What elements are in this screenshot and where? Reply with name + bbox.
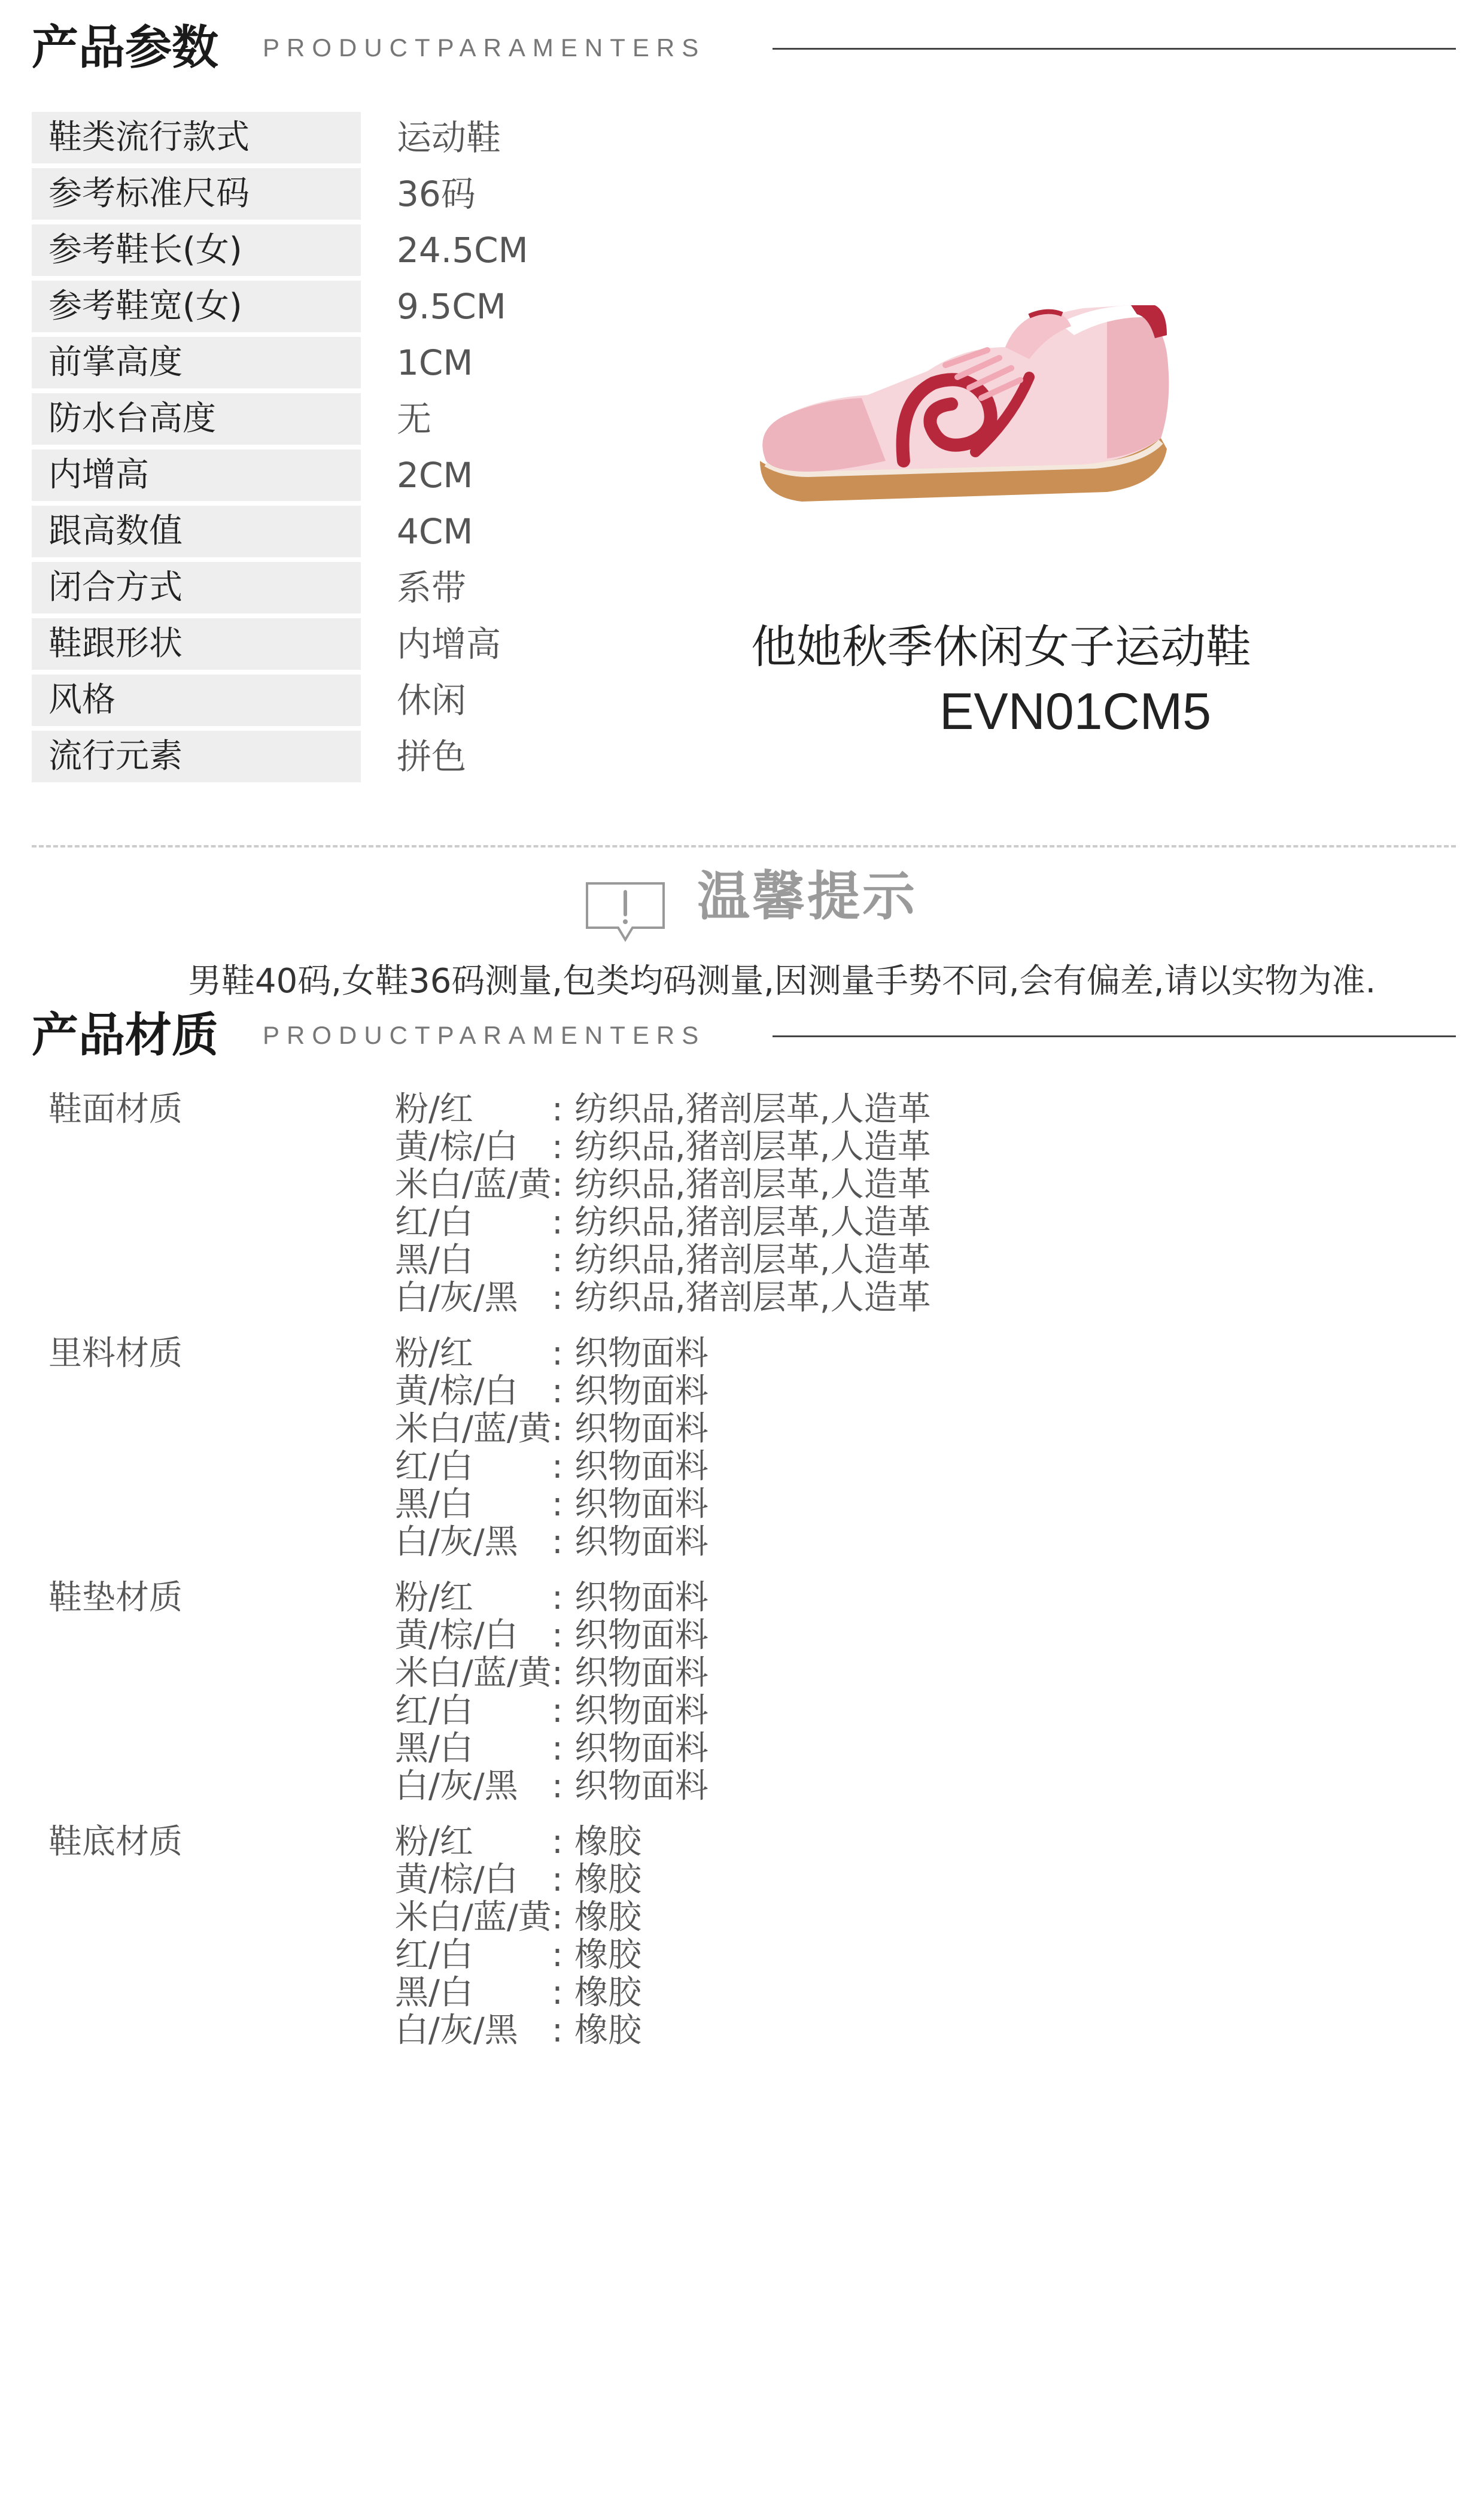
material-value: 织物面料	[574, 1767, 708, 1806]
material-row	[395, 1128, 1113, 1166]
param-value: 拼色	[397, 736, 467, 777]
param-row	[32, 731, 630, 787]
section-title: 产品参数	[32, 21, 219, 75]
colon-separator: :	[552, 1936, 563, 1974]
material-value: 织物面料	[574, 1616, 708, 1655]
colon-separator: :	[552, 1898, 563, 1937]
param-row	[32, 506, 630, 562]
tip-title: 温馨提示	[697, 865, 918, 927]
material-value: 织物面料	[574, 1578, 708, 1617]
section-header-params	[32, 18, 1456, 78]
param-row	[32, 337, 630, 393]
param-row	[32, 168, 630, 224]
param-row	[32, 618, 630, 675]
colon-separator: :	[552, 1128, 563, 1167]
param-label: 防水台高度	[32, 393, 361, 445]
param-value: 24.5CM	[397, 230, 528, 271]
material-rows	[395, 1579, 1113, 1805]
material-value: 织物面料	[574, 1729, 708, 1768]
colon-separator: :	[552, 1523, 563, 1562]
param-value: 休闲	[397, 680, 467, 721]
material-row	[395, 1898, 1113, 1936]
section-subtitle: PRODUCTPARAMENTERS	[263, 1021, 706, 1049]
material-color-variant: 红/白	[395, 1447, 473, 1486]
material-color-variant: 黄/棕/白	[395, 1128, 518, 1167]
colon-separator: :	[552, 1165, 563, 1204]
param-label: 内增高	[32, 449, 361, 501]
param-row	[32, 675, 630, 731]
material-color-variant: 黑/白	[395, 1241, 473, 1280]
material-row	[395, 1486, 1113, 1523]
param-label: 流行元素	[32, 731, 361, 782]
material-row	[395, 1523, 1113, 1561]
material-label: 鞋底材质	[48, 1822, 183, 1861]
colon-separator: :	[552, 1203, 563, 1242]
material-row	[395, 1692, 1113, 1730]
colon-separator: :	[552, 1410, 563, 1448]
param-value: 系带	[397, 567, 467, 608]
param-value: 无	[397, 399, 432, 439]
material-color-variant: 白/灰/黑	[395, 1278, 518, 1317]
material-row	[395, 1974, 1113, 2012]
material-value: 纺织品,猪剖层革,人造革	[574, 1241, 931, 1280]
material-label: 鞋面材质	[48, 1090, 183, 1129]
material-color-variant: 白/灰/黑	[395, 1767, 518, 1806]
material-value: 织物面料	[574, 1372, 708, 1411]
material-row	[395, 1654, 1113, 1692]
material-color-variant: 米白/蓝/黄	[395, 1654, 552, 1693]
colon-separator: :	[552, 1334, 563, 1373]
material-row	[395, 1279, 1113, 1317]
param-label: 前掌高度	[32, 337, 361, 388]
colon-separator: :	[552, 1090, 563, 1129]
material-value: 橡胶	[574, 2011, 641, 2050]
colon-separator: :	[552, 1485, 563, 1524]
param-row	[32, 224, 630, 281]
material-value: 纺织品,猪剖层革,人造革	[574, 1090, 931, 1129]
colon-separator: :	[552, 1616, 563, 1655]
material-row	[395, 1372, 1113, 1410]
param-value: 9.5CM	[397, 286, 506, 327]
material-label: 里料材质	[48, 1334, 183, 1373]
material-color-variant: 粉/红	[395, 1334, 473, 1373]
colon-separator: :	[552, 1729, 563, 1768]
material-value: 纺织品,猪剖层革,人造革	[574, 1165, 931, 1204]
material-color-variant: 白/灰/黑	[395, 2011, 518, 2050]
material-row	[395, 1410, 1113, 1448]
material-value: 纺织品,猪剖层革,人造革	[574, 1203, 931, 1242]
material-color-variant: 红/白	[395, 1203, 473, 1242]
param-value: 运动鞋	[397, 117, 501, 158]
material-row	[395, 1335, 1113, 1372]
material-color-variant: 米白/蓝/黄	[395, 1410, 552, 1448]
param-label: 参考鞋长(女)	[32, 224, 361, 276]
section-divider-line	[773, 1035, 1456, 1037]
material-row	[395, 1241, 1113, 1279]
product-image	[748, 281, 1179, 545]
material-row	[395, 1204, 1113, 1241]
param-value: 2CM	[397, 455, 473, 496]
param-value: 4CM	[397, 511, 473, 552]
dashed-divider	[32, 845, 1456, 847]
material-color-variant: 米白/蓝/黄	[395, 1165, 552, 1204]
material-value: 橡胶	[574, 1898, 641, 1937]
material-color-variant: 红/白	[395, 1691, 473, 1730]
material-value: 橡胶	[574, 1860, 641, 1899]
material-row	[395, 1730, 1113, 1767]
material-color-variant: 米白/蓝/黄	[395, 1898, 552, 1937]
material-value: 织物面料	[574, 1523, 708, 1562]
material-row	[395, 1767, 1113, 1805]
material-value: 纺织品,猪剖层革,人造革	[574, 1128, 931, 1167]
param-value: 1CM	[397, 342, 473, 383]
colon-separator: :	[552, 1447, 563, 1486]
param-label: 鞋跟形状	[32, 618, 361, 670]
material-row	[395, 1617, 1113, 1654]
section-divider-line	[773, 48, 1456, 50]
material-value: 织物面料	[574, 1654, 708, 1693]
material-value: 织物面料	[574, 1485, 708, 1524]
material-rows	[395, 1090, 1113, 1317]
params-table	[32, 112, 630, 787]
material-row	[395, 1166, 1113, 1204]
section-title: 产品材质	[32, 1008, 219, 1062]
material-color-variant: 黑/白	[395, 1973, 473, 2012]
material-value: 纺织品,猪剖层革,人造革	[574, 1278, 931, 1317]
colon-separator: :	[552, 2011, 563, 2050]
material-color-variant: 粉/红	[395, 1578, 473, 1617]
material-row	[395, 2012, 1113, 2049]
param-label: 参考标准尺码	[32, 168, 361, 220]
param-label: 参考鞋宽(女)	[32, 281, 361, 332]
product-name: 他她秋季休闲女子运动鞋	[751, 620, 1251, 673]
material-row	[395, 1579, 1113, 1617]
material-rows	[395, 1335, 1113, 1561]
material-value: 织物面料	[574, 1334, 708, 1373]
material-value: 橡胶	[574, 1973, 641, 2012]
material-color-variant: 粉/红	[395, 1090, 473, 1129]
material-value: 织物面料	[574, 1410, 708, 1448]
product-code: EVN01CM5	[939, 683, 1212, 740]
tip-text: 男鞋40码,女鞋36码测量,包类均码测量,因测量手势不同,会有偏差,请以实物为准.	[188, 962, 1376, 1001]
param-value: 36码	[397, 174, 476, 214]
material-color-variant: 黄/棕/白	[395, 1616, 518, 1655]
param-row	[32, 281, 630, 337]
material-color-variant: 黄/棕/白	[395, 1372, 518, 1411]
material-color-variant: 红/白	[395, 1936, 473, 1974]
material-label: 鞋垫材质	[48, 1578, 183, 1617]
colon-separator: :	[552, 1278, 563, 1317]
param-row	[32, 449, 630, 506]
colon-separator: :	[552, 1822, 563, 1861]
param-row	[32, 393, 630, 449]
param-value: 内增高	[397, 624, 501, 664]
material-row	[395, 1823, 1113, 1861]
material-color-variant: 粉/红	[395, 1822, 473, 1861]
param-row	[32, 112, 630, 168]
material-row	[395, 1448, 1113, 1486]
material-value: 橡胶	[574, 1822, 641, 1861]
param-label: 跟高数值	[32, 506, 361, 557]
param-row	[32, 562, 630, 618]
material-value: 织物面料	[574, 1691, 708, 1730]
colon-separator: :	[552, 1241, 563, 1280]
colon-separator: :	[552, 1860, 563, 1899]
material-row	[395, 1936, 1113, 1974]
colon-separator: :	[552, 1654, 563, 1693]
section-subtitle: PRODUCTPARAMENTERS	[263, 34, 706, 62]
material-row	[395, 1861, 1113, 1898]
material-value: 织物面料	[574, 1447, 708, 1486]
material-row	[395, 1090, 1113, 1128]
material-color-variant: 黄/棕/白	[395, 1860, 518, 1899]
section-header-materials	[32, 1006, 1456, 1065]
param-label: 闭合方式	[32, 562, 361, 613]
material-color-variant: 黑/白	[395, 1729, 473, 1768]
param-label: 风格	[32, 675, 361, 726]
exclamation-speech-bubble-icon	[583, 880, 667, 946]
colon-separator: :	[552, 1578, 563, 1617]
colon-separator: :	[552, 1767, 563, 1806]
colon-separator: :	[552, 1973, 563, 2012]
material-color-variant: 白/灰/黑	[395, 1523, 518, 1562]
material-rows	[395, 1823, 1113, 2049]
param-label: 鞋类流行款式	[32, 112, 361, 163]
material-value: 橡胶	[574, 1936, 641, 1974]
material-color-variant: 黑/白	[395, 1485, 473, 1524]
colon-separator: :	[552, 1372, 563, 1411]
colon-separator: :	[552, 1691, 563, 1730]
